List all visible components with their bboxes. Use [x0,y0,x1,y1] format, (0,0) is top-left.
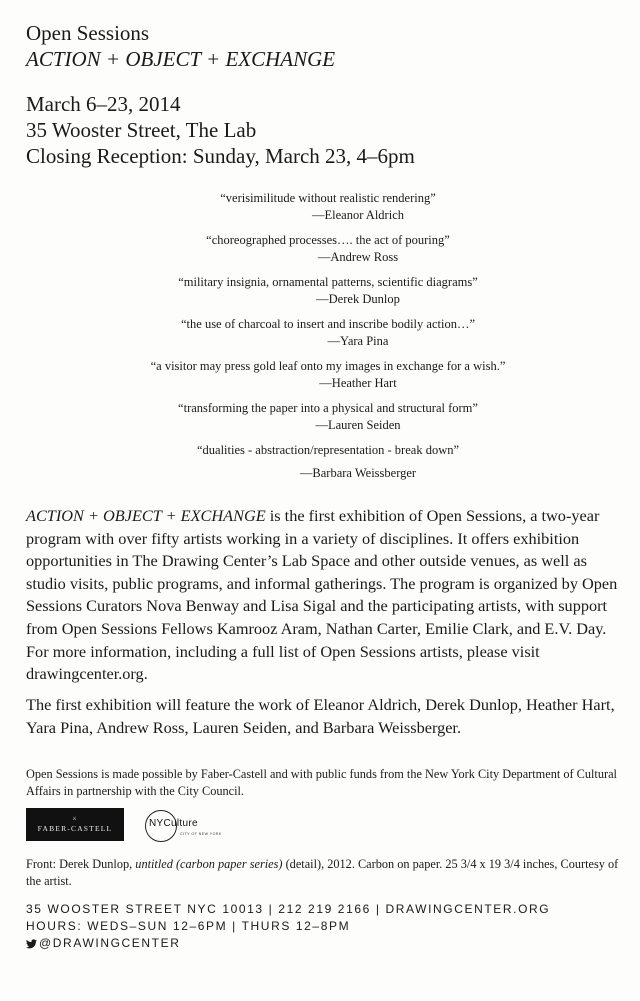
exhibition-description [26,505,618,686]
quote-text: “a visitor may press gold leaf onto my images in exchange for a wish.” [150,359,506,373]
exhibition-subtitle: ACTION + OBJECT + EXCHANGE [26,47,336,71]
page-title: Open Sessions [26,21,150,45]
quote-text: “the use of charcoal to insert and inscribe bodily action…” [181,317,475,331]
quote-item [0,232,640,266]
quote-author: —Eleanor Aldrich [312,208,404,222]
nyc-culture-subtext: CITY OF NEW YORK [180,832,222,836]
footer-hours: HOURS: WEDS–SUN 12–6PM | THURS 12–8PM [26,919,351,933]
quote-item [0,316,640,350]
quote-author: —Andrew Ross [317,250,399,264]
credit-prefix: Front: Derek Dunlop, [26,857,136,871]
faber-castell-wordmark: FABER-CASTELL [37,823,113,833]
artwork-title: untitled (carbon paper series) [135,857,283,871]
quote-author: —Heather Hart [319,376,397,390]
featured-artists: The first exhibition will feature the work of Eleanor Aldrich, Derek Dunlop, Heather Hart, Yara Pina, Andrew Ross, Lauren Seiden, and Barbara Weissberger. [26,695,615,737]
bird-icon [26,939,37,949]
exhibition-location: 35 Wooster Street, The Lab [26,118,257,142]
knights-icon: ⚔ [72,816,78,822]
quote-text: “transforming the paper into a physical and structural form” [178,401,478,415]
funding-credit: Open Sessions is made possible by Faber-Castell and with public funds from the New York City Department of Cultural Affairs in partnership with the City Council. [26,767,617,798]
quote-text: “verisimilitude without realistic rendering” [220,191,436,205]
quote-item [0,442,640,482]
quote-item [0,274,640,308]
quote-item [0,358,640,392]
twitter-handle[interactable]: @DRAWINGCENTER [39,936,181,950]
quote-item [0,400,640,434]
description-text: is the first exhibition of Open Sessions, a two-year program with over fifty artists working in a variety of disciplines. It offers exhibition opportunities in The Drawing Center’s Lab Space and other outside venues, as well as studio visits, public programs, and informal gatherings. The program is organized by Open Sessions Curators Nova Benway and Lisa Sigal and the participating artists, with support from Open Sessions Fellows Kamrooz Aram, Nathan Carter, Emilie Clark, and E.V. Day. For more information, including a full list of Open Sessions artists, please visit drawingcenter.org. [26,506,618,684]
quote-author: —Lauren Seiden [315,418,401,432]
faber-castell-logo [26,808,124,841]
cover-image-credit [26,856,626,890]
exhibition-dates: March 6–23, 2014 [26,92,181,116]
quote-author: —Derek Dunlop [316,292,400,306]
quote-text: “choreographed processes…. the act of pouring” [206,233,450,247]
quote-text: “military insignia, ornamental patterns, scientific diagrams” [178,275,478,289]
nyc-culture-wordmark: NYCulture [149,818,198,829]
quote-item [0,190,640,224]
credit-suffix: (detail), 2012. Carbon on paper. 25 3/4 x 19 3/4 inches, Courtesy of the artist. [26,857,619,888]
quote-text: “dualities - abstraction/representation - break down” [196,443,460,457]
quote-author: —Yara Pina [327,334,389,348]
closing-reception: Closing Reception: Sunday, March 23, 4–6pm [26,144,415,168]
exhibition-name-italic: ACTION + OBJECT + EXCHANGE [26,506,266,525]
quote-author: —Barbara Weissberger [299,466,417,480]
footer-twitter [26,935,626,952]
nyc-culture-logo [142,809,232,843]
footer-address: 35 WOOSTER STREET NYC 10013 | 212 219 2166 | DRAWINGCENTER.ORG [26,902,551,916]
